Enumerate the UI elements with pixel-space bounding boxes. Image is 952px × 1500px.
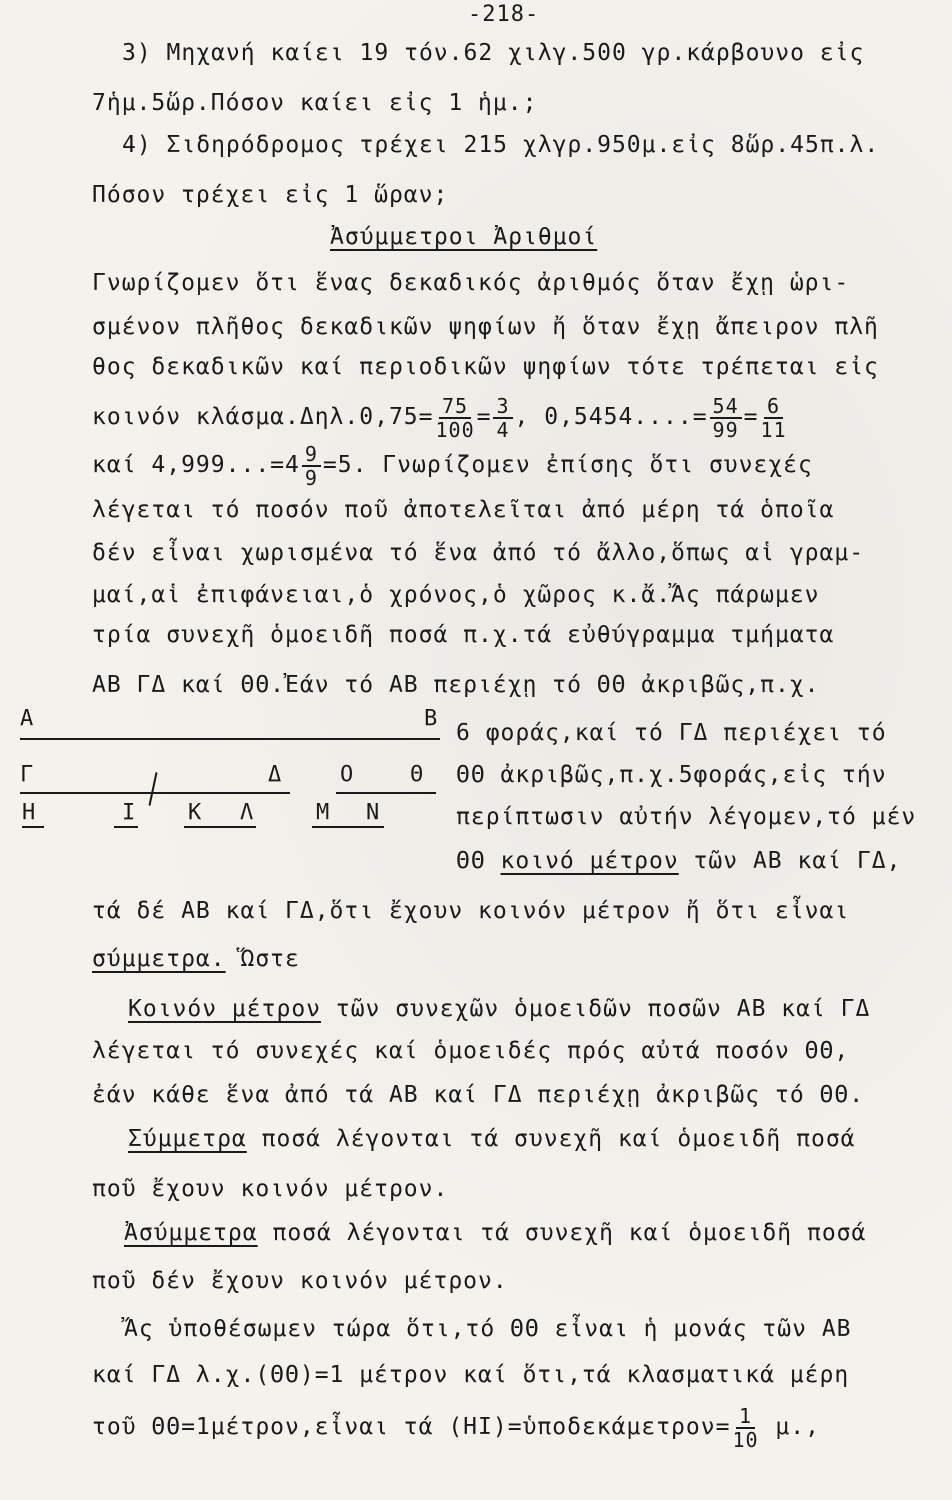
denominator: 99 (712, 417, 739, 442)
numerator: 9 (302, 443, 321, 467)
page-number: -218- (468, 2, 540, 27)
numerator: 3 (493, 395, 512, 419)
text-line: σμένον πλῆθος δεκαδικῶν ψηφίων ἤ ὅταν ἔχῃ ἄπειρον πλῆ (92, 314, 879, 340)
formula-prefix: καί 4,999...=4 (92, 452, 300, 478)
formula-suffix: =5. Γνωρίζομεν ἐπίσης ὅτι συνεχές (322, 452, 813, 478)
text-line: μαί,αἱ ἐπιφάνειαι,ὁ χρόνος,ὁ χῶρος κ.ἄ.Ἄς πάρωμεν (92, 582, 820, 608)
text-line: ΘΘ ἀκριβῶς,π.χ.5φοράς,εἰς τήν (456, 762, 887, 788)
label-A: Α (20, 706, 34, 731)
text-line: δέν εἶναι χωρισμένα τό ἕνα ἀπό τό ἄλλο,ὅπως αἱ γραμ- (92, 540, 865, 566)
denominator: 10 (732, 1427, 759, 1452)
formula-line (92, 440, 813, 490)
text-line: 6 φοράς,καί τό ΓΔ περιέχει τό (456, 720, 887, 746)
underlined-term: κοινό μέτρον (500, 848, 679, 874)
fraction (302, 443, 321, 489)
formula-middle: , 0,5454....= (514, 404, 708, 430)
definition-line (128, 1124, 856, 1154)
text-span: τῶν συνεχῶν ὁμοειδῶν ποσῶν ΑΒ καί ΓΔ (321, 996, 871, 1022)
text-line: τά δέ ΑΒ καί ΓΔ,ὅτι ἔχουν κοινόν μέτρον ἤ ὅτι εἶναι (92, 898, 850, 924)
equals: = (743, 404, 759, 430)
fraction (710, 395, 742, 441)
label-G: Γ (20, 762, 34, 787)
text-line: τρία συνεχῆ ὁμοειδῆ ποσά π.χ.τά εὐθύγραμμα τμήματα (92, 622, 835, 648)
text-span: Ὥστε (225, 946, 300, 972)
denominator: 4 (496, 417, 510, 442)
text-line (92, 944, 300, 974)
text-line: λέγεται τό συνεχές καί ὁμοειδές πρός αὐτά ποσόν ΘΘ, (92, 1038, 850, 1064)
numerator: 75 (439, 395, 471, 419)
label-Th: Θ (410, 762, 424, 787)
label-I: Ι (122, 800, 136, 825)
segment-OTh (336, 792, 436, 794)
text-span: τοῦ ΘΘ=1μέτρον,εἶναι τά (ΗΙ)=ὑποδεκάμετρον= (92, 1414, 731, 1440)
section-heading: Ἀσύμμετροι Ἀριθμοί (330, 224, 598, 250)
text-span: ποσά λέγονται τά συνεχῆ καί ὁμοειδῆ ποσά (257, 1220, 867, 1246)
segment-tick (148, 772, 157, 806)
text-line (456, 846, 901, 876)
label-L: Λ (240, 800, 254, 825)
underlined-term: Ἀσύμμετρα (124, 1220, 258, 1246)
segment-MN (312, 826, 384, 828)
numerator: 6 (764, 395, 783, 419)
label-K: Κ (188, 800, 202, 825)
label-M: Μ (316, 800, 330, 825)
fraction (732, 1405, 758, 1451)
text-line: Γνωρίζομεν ὅτι ἕνας δεκαδικός ἀριθμός ὅταν ἔχῃ ὡρι- (92, 270, 850, 296)
fraction (493, 395, 512, 441)
underlined-term: Σύμμετρα (128, 1126, 247, 1152)
segment-GD (20, 792, 290, 794)
fraction (761, 395, 787, 441)
formula-prefix: κοινόν κλάσμα.Δηλ.0,75= (92, 404, 434, 430)
text-line: 4) Σιδηρόδρομος τρέχει 215 χλγρ.950μ.εἰς 8ὥρ.45π.λ. (122, 132, 880, 158)
formula-line (92, 392, 789, 442)
text-span: ποσά λέγονται τά συνεχῆ καί ὁμοειδῆ ποσά (246, 1126, 856, 1152)
text-line: θος δεκαδικῶν καί περιοδικῶν ψηφίων τότε τρέπεται εἰς (92, 354, 879, 380)
text-span: τῶν ΑΒ καί ΓΔ, (678, 848, 902, 874)
definition-line (128, 994, 870, 1024)
text-line (92, 1402, 820, 1452)
label-H: Η (22, 800, 36, 825)
text-line: ΑΒ ΓΔ καί ΘΘ.Ἐάν τό ΑΒ περιέχῃ τό ΘΘ ἀκριβῶς,π.χ. (92, 672, 820, 698)
text-line: περίπτωσιν αὐτήν λέγομεν,τό μέν (456, 804, 917, 830)
segment-H (22, 826, 44, 828)
fraction (436, 395, 475, 441)
underlined-term: σύμμετρα. (92, 946, 226, 972)
text-line: Ἄς ὑποθέσωμεν τώρα ὅτι,τό ΘΘ εἶναι ἡ μονάς τῶν ΑΒ (124, 1316, 852, 1342)
label-B: Β (424, 706, 438, 731)
segment-KL (184, 826, 256, 828)
text-span: μ., (760, 1414, 820, 1440)
label-D: Δ (268, 762, 282, 787)
numerator: 54 (710, 395, 742, 419)
numerator: 1 (736, 1405, 755, 1429)
label-O: Ο (340, 762, 354, 787)
definition-line (124, 1218, 866, 1248)
text-line: λέγεται τό ποσόν ποῦ ἀποτελεῖται ἀπό μέρη τά ὁποῖα (92, 497, 835, 523)
text-line: ἐάν κάθε ἕνα ἀπό τά ΑΒ καί ΓΔ περιέχῃ ἀκριβῶς τό ΘΘ. (92, 1082, 865, 1108)
text-span: ΘΘ (456, 848, 501, 874)
text-line: Πόσον τρέχει εἰς 1 ὥραν; (92, 182, 449, 208)
equals: = (476, 404, 492, 430)
label-N: Ν (366, 800, 380, 825)
text-line: ποῦ δέν ἔχουν κοινόν μέτρον. (92, 1268, 508, 1294)
underlined-term: Κοινόν μέτρον (128, 996, 322, 1022)
denominator: 100 (435, 417, 475, 442)
text-line: 3) Μηχανή καίει 19 τόν.62 χιλγ.500 γρ.κάρβουνο εἰς (122, 40, 865, 66)
segment-I (114, 826, 138, 828)
segment-AB (20, 738, 440, 740)
text-line: ποῦ ἔχουν κοινόν μέτρον. (92, 1176, 449, 1202)
text-line: καί ΓΔ λ.χ.(ΘΘ)=1 μέτρον καί ὅτι,τά κλασματικά μέρη (92, 1362, 850, 1388)
text-line: 7ἡμ.5ὥρ.Πόσον καίει εἰς 1 ἡμ.; (92, 90, 538, 116)
denominator: 11 (760, 417, 787, 442)
denominator: 9 (304, 465, 318, 490)
